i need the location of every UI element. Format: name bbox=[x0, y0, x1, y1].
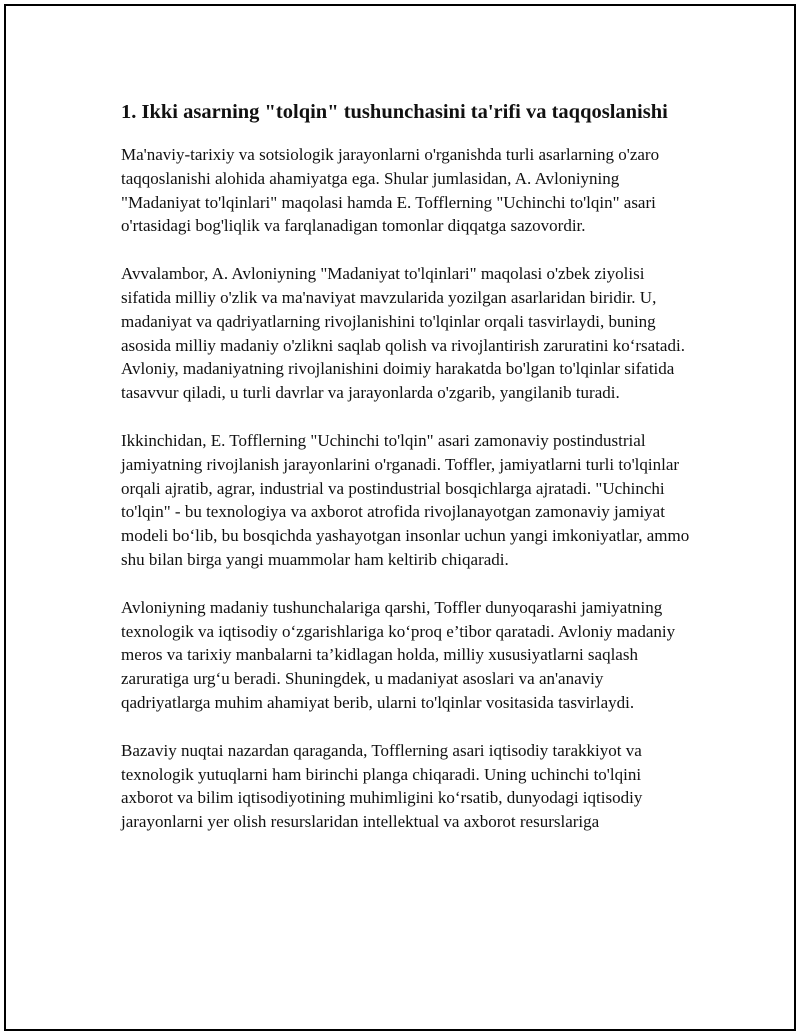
paragraph-3: Ikkinchidan, E. Tofflerning "Uchinchi to'lqin" asari zamonaviy postindustrial jamiyatning rivojlanish jarayonlarini o'rganadi. Toffler, jamiyatlarni turli to'lqinlar orqali ajratib, agrar, industrial va postindustrial bosqichlarga ajratadi. "Uchinchi to'lqin" - bu texnologiya va axborot atrofida rivojlanayotgan zamonaviy jamiyat modeli bo‘lib, bu bosqichda yashayotgan insonlar uchun yangi imkoniyatlar, ammo shu bilan birga yangi muammolar ham keltirib chiqaradi. bbox=[121, 430, 690, 569]
paragraph-4: Avloniyning madaniy tushunchalariga qarshi, Toffler dunyoqarashi jamiyatning texnologik va iqtisodiy o‘zgarishlariga ko‘proq e’tibor qaratadi. Avloniy madaniy meros va tarixiy manbalarni ta’kidlagan holda, milliy xususiyatlarni saqlash zaruratiga urg‘u beradi. Shuningdek, u madaniyat asoslari va an'anaviy qadriyatlarga muhim ahamiyat berib, ularni to'lqinlar vositasida tasvirlaydi. bbox=[121, 597, 676, 712]
document-body bbox=[121, 96, 691, 858]
page-frame bbox=[4, 4, 796, 1031]
document-title: 1. Ikki asarning "tolqin" tushunchasini ta'rifi va taqqoslanishi bbox=[121, 101, 668, 123]
paragraph-1: Ma'naviy-tarixiy va sotsiologik jarayonlarni o'rganishda turli asarlarning o'zaro taqqoslanishi alohida ahamiyatga ega. Shular jumlasidan, A. Avloniyning "Madaniyat to'lqinlari" maqolasi hamda E. Tofflerning "Uchinchi to'lqin" asari o'rtasidagi bog'liqlik va farqlanadigan tomonlar diqqatga sazovordir. bbox=[121, 145, 660, 236]
paragraph-5: Bazaviy nuqtai nazardan qaraganda, Tofflerning asari iqtisodiy tarakkiyot va texnologik yutuqlarni ham birinchi planga chiqaradi. Uning uchinchi to'lqini axborot va bilim iqtisodiyotining muhimligini ko‘rsatib, dunyodagi iqtisodiy jarayonlarni yer olish resurslaridan intellektual va axborot resurslariga bbox=[121, 740, 643, 832]
paragraph-2: Avvalambor, A. Avloniyning "Madaniyat to'lqinlari" maqolasi o'zbek ziyolisi sifatida milliy o'zlik va ma'naviyat mavzularida yozilgan asarlaridan biridir. U, madaniyat va qadriyatlarning rivojlanishini to'lqinlar orqali tasvirlaydi, buning asosida milliy madaniy o'zlikni saqlab qolish va rivojlantirish zaruratini ko‘rsatadi. Avloniy, madaniyatning rivojlanishini doimiy harakatda bo'lgan to'lqinlar sifatida tasavvur qiladi, u turli davrlar va jarayonlarda o'zgarib, yangilanib turadi. bbox=[121, 264, 685, 403]
